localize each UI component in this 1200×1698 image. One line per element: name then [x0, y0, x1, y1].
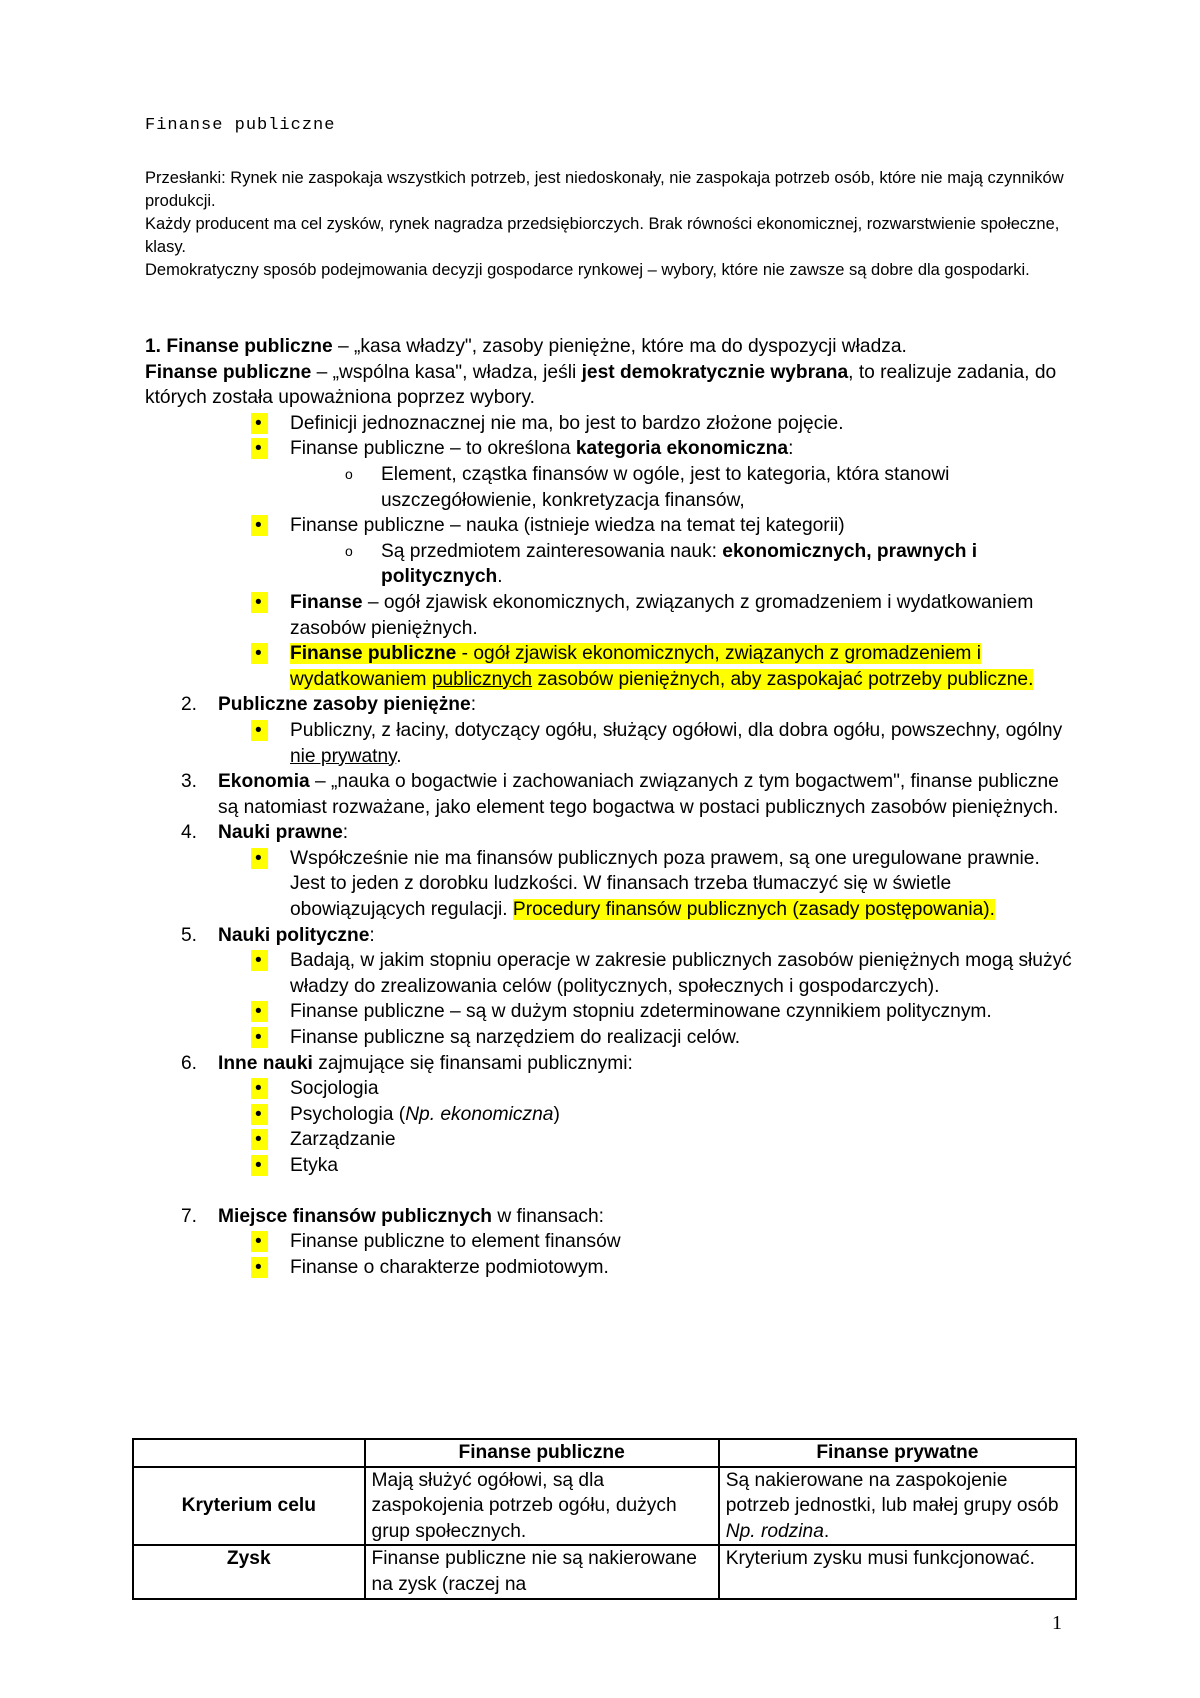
- underlined-text: publicznych: [431, 668, 533, 690]
- table-row: [133, 1545, 1076, 1598]
- list-item-text: Socjologia: [290, 1078, 379, 1100]
- numbered-item-6: [145, 1051, 1075, 1077]
- sub-list-item: [145, 462, 1075, 513]
- numbered-item-5: [145, 923, 1075, 949]
- section-1-heading: [145, 334, 1075, 360]
- item-number: 6.: [181, 1052, 198, 1074]
- table-row: [133, 1467, 1076, 1546]
- bullet-icon: •: [251, 1229, 289, 1255]
- numbered-item-2: [145, 692, 1075, 718]
- table-header-cell: [133, 1439, 365, 1467]
- sub-list-item-text: Element, cząstka finansów w ogóle, jest to kategoria, która stanowi uszczegółowienie, konkretyzacja finansów,: [381, 463, 950, 511]
- text: zajmujące się finansami publicznymi:: [312, 1052, 633, 1074]
- list-item: [145, 1153, 1075, 1179]
- table-cell: [719, 1467, 1076, 1546]
- term-bold: kategoria ekonomiczna: [575, 438, 789, 460]
- section-number: 1.: [145, 336, 162, 357]
- list-item: [145, 846, 1075, 923]
- list-item: [145, 1127, 1075, 1153]
- list-item-text: Finanse publiczne są narzędziem do realizacji celów.: [290, 1027, 741, 1049]
- bullet-icon: •: [251, 846, 289, 872]
- bullet-icon: •: [251, 1153, 289, 1179]
- text: zasobów pieniężnych, aby zaspokajać potrzeby publiczne.: [532, 668, 1034, 690]
- main-content: [145, 334, 1075, 1280]
- list-item: [145, 1076, 1075, 1102]
- text: w finansach:: [492, 1205, 605, 1227]
- table-header-cell: Finanse publiczne: [365, 1439, 719, 1467]
- numbered-item-7: [145, 1204, 1075, 1230]
- page-number: 1: [1052, 1612, 1062, 1634]
- section-1-paragraph: [145, 360, 1075, 411]
- intro-paragraph: Przesłanki: Rynek nie zaspokaja wszystkich potrzeb, jest niedoskonały, nie zaspokaja potrzeb osób, które nie mają czynników produkcji.: [145, 169, 1064, 210]
- text: ): [553, 1103, 560, 1125]
- list-item: [145, 1025, 1075, 1051]
- list-item-text: – ogół zjawisk ekonomicznych, związanych z gromadzeniem i wydatkowaniem zasobów pieniężnych.: [290, 591, 1034, 639]
- list-item: [145, 1229, 1075, 1255]
- table-row-header: Zysk: [133, 1545, 365, 1598]
- list-item-text: Etyka: [290, 1155, 338, 1176]
- text: , to realizuje zadania, do których została upoważniona poprzez wybory.: [145, 361, 1057, 409]
- list-item-text: Badają, w jakim stopniu operacje w zakresie publicznych zasobów pieniężnych mogą służyć władzy do zrealizowania celów (politycznych, społecznych i gospodarczych).: [290, 950, 1072, 997]
- text: .: [396, 745, 402, 767]
- list-item-highlighted: [145, 641, 1075, 692]
- document-title: Finanse publiczne: [145, 116, 336, 135]
- intro-paragraph: Każdy producent ma cel zysków, rynek nagradza przedsiębiorczych. Brak równości ekonomicznej, rozwarstwienie społeczne, klasy.: [145, 215, 1060, 256]
- intro-paragraph: Demokratyczny sposób podejmowania decyzji gospodarce rynkowej – wybory, które nie zawsze są dobre dla gospodarki.: [145, 261, 1030, 279]
- term-bold: Nauki prawne: [218, 822, 343, 844]
- bullet-icon: •: [251, 999, 289, 1025]
- list-item-text: Finanse publiczne – to określona: [290, 438, 576, 460]
- term-bold: Publiczne zasoby pieniężne: [218, 694, 471, 716]
- text: :: [470, 694, 477, 716]
- item-number: 7.: [181, 1205, 198, 1227]
- text: Są nakierowane na zaspokojenie potrzeb jednostki, lub małej grupy osób: [725, 1469, 1059, 1517]
- list-item-text: Definicji jednoznacznej nie ma, bo jest to bardzo złożone pojęcie.: [290, 412, 844, 434]
- item-number: 5.: [181, 924, 198, 946]
- list-item: [145, 436, 1075, 462]
- list-item-text: Finanse o charakterze podmiotowym.: [290, 1256, 609, 1278]
- bullet-icon: •: [251, 590, 289, 616]
- bullet-icon: •: [251, 1076, 289, 1102]
- list-item: [145, 718, 1075, 769]
- text: :: [369, 924, 375, 946]
- comparison-table: [132, 1438, 1077, 1600]
- term-bold: Finanse: [290, 591, 363, 613]
- italic-text: Np. ekonomiczna: [405, 1103, 554, 1125]
- term-bold: Finanse publiczne: [145, 361, 312, 383]
- item-number: 3.: [181, 771, 198, 793]
- bullet-icon: •: [251, 1025, 289, 1051]
- bullet-icon: •: [251, 513, 289, 539]
- list-item-text: Zarządzanie: [290, 1129, 396, 1151]
- table-row-header: Kryterium celu: [133, 1467, 365, 1546]
- term-bold: Nauki polityczne: [218, 924, 370, 946]
- sub-list-item-text: Są przedmiotem zainteresowania nauk:: [381, 540, 723, 562]
- text: :: [788, 438, 794, 460]
- list-item-text: Finanse publiczne – nauka (istnieje wiedza na temat tej kategorii): [290, 515, 845, 537]
- list-item: [145, 513, 1075, 539]
- text: .: [497, 566, 503, 588]
- term-bold: Inne nauki: [218, 1052, 313, 1074]
- bullet-icon: •: [251, 948, 289, 974]
- table-header-row: [133, 1439, 1076, 1467]
- term-bold: ekonomicznych, prawnych i politycznych: [381, 540, 978, 588]
- underlined-text: nie prywatny: [290, 745, 397, 767]
- list-item: [145, 999, 1075, 1025]
- text: - ogół zjawisk ekonomicznych, związanych z gromadzeniem i wydatkowaniem: [290, 643, 981, 690]
- list-item-text: Finanse publiczne to element finansów: [290, 1231, 621, 1253]
- term-bold: Finanse publiczne: [166, 336, 333, 357]
- intro-paragraphs: [145, 167, 1085, 282]
- list-item: [145, 1255, 1075, 1281]
- bullet-icon: •: [251, 1255, 289, 1281]
- table-cell: Kryterium zysku musi funkcjonować.: [719, 1545, 1076, 1598]
- table-cell: Finanse publiczne nie są nakierowane na zysk (raczej na: [365, 1545, 719, 1598]
- list-item-text: Finanse publiczne – są w dużym stopniu zdeterminowane czynnikiem politycznym.: [290, 1001, 992, 1023]
- sub-list-item: [145, 539, 1075, 590]
- list-item: [145, 1102, 1075, 1128]
- numbered-item-3: [145, 769, 1075, 820]
- bullet-icon: •: [251, 641, 289, 667]
- sub-bullet-icon: o: [345, 465, 353, 482]
- bullet-icon: •: [251, 1127, 289, 1153]
- item-number: 4.: [181, 822, 198, 844]
- text: .: [823, 1520, 830, 1542]
- list-item: [145, 590, 1075, 641]
- spacer: [145, 1179, 1075, 1204]
- bullet-icon: •: [251, 436, 289, 462]
- list-item-text: Współcześnie nie ma finansów publicznych poza prawem, są one uregulowane prawnie. Jest to jeden z dorobku ludzkości. W finansach trzeba tłumaczyć się w świetle obowiązujących regulacji.: [290, 847, 1040, 921]
- text: :: [342, 822, 349, 844]
- term-bold: Miejsce finansów publicznych: [218, 1205, 493, 1227]
- term-bold: Ekonomia: [218, 771, 310, 793]
- sub-bullet-icon: o: [345, 542, 353, 559]
- numbered-item-4: [145, 820, 1075, 846]
- list-item-text: Publiczny, z łaciny, dotyczący ogółu, służący ogółowi, dla dobra ogółu, powszechny, ogólny: [290, 719, 1063, 741]
- bullet-icon: •: [251, 411, 289, 437]
- list-item: [145, 411, 1075, 437]
- table-cell: Mają służyć ogółowi, są dla zaspokojenia potrzeb ogółu, dużych grup społecznych.: [365, 1467, 719, 1546]
- text: – „wspólna kasa", władza, jeśli: [311, 361, 582, 383]
- text: – „kasa władzy", zasoby pieniężne, które ma do dyspozycji władza.: [332, 336, 907, 357]
- table-header-cell: Finanse prywatne: [719, 1439, 1076, 1467]
- list-item-text: Psychologia (: [290, 1103, 406, 1125]
- item-number: 2.: [181, 694, 198, 716]
- highlighted-text: Procedury finansów publicznych (zasady postępowania).: [512, 899, 995, 921]
- bullet-icon: •: [251, 718, 289, 744]
- italic-text: Np. rodzina: [725, 1520, 824, 1542]
- bullet-icon: •: [251, 1102, 289, 1128]
- term-bold: Finanse publiczne: [290, 643, 457, 665]
- text: – „nauka o bogactwie i zachowaniach związanych z tym bogactwem", finanse publiczne są natomiast rozważane, jako element tego bogactwa w postaci publicznych zasobów pieniężnych.: [218, 771, 1059, 818]
- term-bold: jest demokratycznie wybrana: [581, 361, 849, 383]
- list-item: [145, 948, 1075, 999]
